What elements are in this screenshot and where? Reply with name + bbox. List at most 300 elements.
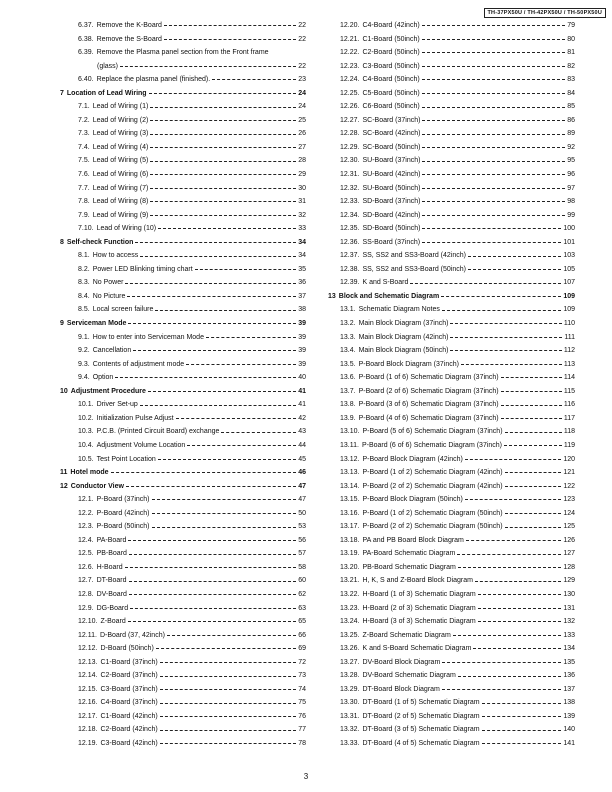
toc-entry[interactable] (328, 209, 575, 223)
toc-dot-leader (127, 296, 296, 297)
toc-entry-page: 33 (298, 225, 306, 233)
toc-dot-leader (422, 120, 565, 121)
toc-dot-leader (422, 93, 566, 94)
toc-dot-leader (135, 242, 296, 243)
toc-entry-page: 32 (298, 211, 306, 219)
toc-dot-leader (422, 215, 565, 216)
toc-entry-title: Self-check Function (66, 238, 134, 246)
toc-entry[interactable] (328, 87, 575, 101)
toc-entry-number: 7.8. (78, 198, 90, 206)
toc-entry-page: 39 (298, 320, 306, 328)
toc-entry[interactable] (328, 629, 575, 643)
toc-entry-title: SS, SS2 and SS3-Board (50inch) (362, 265, 466, 273)
toc-entry-title: P-Board Block Diagram (50inch) (362, 496, 463, 504)
toc-entry-title: P-Board (1 of 2) Schematic Diagram (50inch) (362, 509, 503, 517)
toc-entry[interactable] (328, 507, 575, 521)
toc-entry-page: 84 (567, 89, 575, 97)
toc-entry-page: 118 (563, 428, 575, 436)
toc-entry-title: DT-Board (2 of 5) Schematic Diagram (362, 712, 480, 720)
toc-entry[interactable] (60, 303, 306, 317)
toc-dot-leader (149, 93, 297, 94)
toc-entry-number: 13.4. (340, 347, 356, 355)
toc-dot-leader (158, 228, 296, 229)
toc-entry[interactable] (60, 127, 306, 141)
toc-entry-number: 12.11. (78, 631, 97, 639)
toc-dot-leader (160, 730, 297, 731)
toc-entry[interactable] (328, 480, 575, 494)
toc-entry-title: Main Block Diagram (50inch) (358, 347, 449, 355)
toc-entry-title: Lead of Wiring (10) (96, 225, 157, 233)
toc-entry-number: 7 (60, 89, 64, 97)
toc-dot-leader (504, 445, 562, 446)
toc-entry[interactable] (328, 453, 575, 467)
toc-entry-number: 12.1. (78, 496, 94, 504)
toc-entry[interactable] (60, 222, 306, 236)
toc-dot-leader (160, 716, 297, 717)
toc-entry-title: P-Board (4 of 6) Schematic Diagram (37inch) (358, 414, 499, 422)
toc-dot-leader (457, 554, 561, 555)
toc-entry-page: 41 (298, 401, 306, 409)
toc-entry-number: 13.2. (340, 320, 356, 328)
toc-entry-page: 22 (298, 22, 306, 29)
toc-entry[interactable] (60, 398, 306, 412)
toc-entry-number: 13.30. (340, 699, 360, 707)
toc-dot-leader (160, 703, 297, 704)
toc-entry-title: H-Board (2 of 3) Schematic Diagram (362, 604, 476, 612)
toc-entry[interactable] (60, 425, 306, 439)
toc-entry[interactable] (328, 141, 575, 155)
toc-entry[interactable] (328, 60, 575, 74)
toc-entry-number: 13.24. (340, 618, 360, 626)
toc-entry-number: 8.1. (78, 252, 90, 260)
toc-section-heading[interactable] (60, 87, 306, 101)
toc-entry-title: P-Board (2 of 2) Schematic Diagram (50inch) (362, 523, 503, 531)
toc-entry-number: 13.25. (340, 631, 360, 639)
toc-entry-page: 26 (298, 130, 306, 138)
toc-entry[interactable] (328, 574, 575, 588)
toc-entry-number: 6.38. (78, 35, 94, 43)
toc-entry-page: 73 (298, 672, 306, 680)
toc-entry-title: Lead of Wiring (5) (92, 157, 149, 165)
toc-entry-page: 107 (563, 279, 575, 287)
toc-entry[interactable] (60, 358, 306, 372)
toc-entry[interactable] (328, 371, 575, 385)
toc-entry[interactable] (328, 439, 575, 453)
toc-entry[interactable] (328, 344, 575, 358)
toc-dot-leader (422, 174, 565, 175)
toc-entry-number: 13.18. (340, 536, 360, 544)
toc-entry-title: SU-Board (37inch) (362, 157, 421, 165)
toc-entry[interactable] (60, 168, 306, 182)
toc-entry-title: PB-Board (96, 550, 127, 558)
toc-entry-title: C2-Board (37inch) (100, 672, 158, 680)
toc-entry[interactable] (328, 737, 575, 751)
toc-entry-title: DV-Board (96, 590, 127, 598)
toc-entry[interactable] (328, 276, 575, 290)
toc-dot-leader (176, 418, 297, 419)
toc-dot-leader (450, 350, 561, 351)
toc-entry[interactable] (60, 412, 306, 426)
toc-entry-page: 37 (298, 292, 306, 300)
toc-entry[interactable] (328, 168, 575, 182)
toc-entry-page: 45 (298, 455, 306, 463)
toc-entry-title: C4-Board (37inch) (100, 699, 158, 707)
toc-entry[interactable] (328, 669, 575, 683)
toc-entry-title: No Picture (92, 292, 126, 300)
toc-entry-title: Driver Set-up (96, 401, 138, 409)
toc-entry[interactable] (328, 602, 575, 616)
toc-entry-title: Remove the Plasma panel section from the Front frame (96, 49, 269, 57)
toc-entry[interactable] (328, 46, 575, 60)
toc-entry[interactable] (60, 696, 306, 710)
toc-entry[interactable] (328, 33, 575, 47)
toc-entry-title: Serviceman Mode (66, 320, 127, 328)
toc-entry-title: Cancellation (92, 347, 132, 355)
toc-entry-page: 141 (563, 739, 575, 747)
toc-entry[interactable] (60, 737, 306, 751)
toc-entry[interactable] (328, 114, 575, 128)
toc-dot-leader (140, 405, 296, 406)
toc-dot-leader (150, 215, 296, 216)
toc-entry-number: 12.6. (78, 563, 94, 571)
toc-entry[interactable] (328, 534, 575, 548)
toc-entry[interactable] (60, 439, 306, 453)
toc-entry[interactable] (328, 222, 575, 236)
toc-dot-leader (422, 79, 566, 80)
toc-entry-page: 46 (298, 469, 306, 477)
toc-dot-leader (160, 743, 297, 744)
toc-entry[interactable] (60, 263, 306, 277)
toc-dot-leader (115, 377, 296, 378)
toc-entry[interactable] (328, 520, 575, 534)
toc-dot-leader (422, 147, 565, 148)
toc-entry[interactable] (328, 615, 575, 629)
toc-entry-title: Lead of Wiring (1) (92, 103, 149, 111)
toc-entry-number: 12.22. (340, 49, 360, 57)
toc-entry-title: Lead of Wiring (8) (92, 198, 149, 206)
toc-entry-page: 116 (563, 401, 575, 409)
toc-entry-number: 8 (60, 238, 64, 246)
toc-entry[interactable] (328, 73, 575, 87)
toc-entry-title: P-Board (1 of 6) Schematic Diagram (37inch) (358, 374, 499, 382)
toc-entry-page: 76 (298, 712, 306, 720)
toc-dot-leader (148, 391, 296, 392)
toc-entry-number: 12 (60, 482, 68, 490)
toc-entry[interactable] (60, 73, 306, 87)
toc-entry-number: 13.10. (340, 428, 360, 436)
toc-entry-title: C1-Board (50inch) (362, 35, 420, 43)
toc-entry[interactable] (328, 195, 575, 209)
toc-entry-title: Remove the S-Board (96, 35, 162, 43)
toc-entry-page: 42 (298, 414, 306, 422)
toc-entry-page: 30 (298, 184, 306, 192)
toc-entry-title: SD-Board (50inch) (362, 225, 421, 233)
toc-entry[interactable] (60, 182, 306, 196)
toc-entry[interactable] (328, 547, 575, 561)
toc-entry-number: 8.4. (78, 292, 90, 300)
toc-entry-number: 12.7. (78, 577, 94, 585)
toc-dot-leader (422, 66, 566, 67)
toc-entry-number: 13.22. (340, 590, 360, 598)
toc-dot-leader (212, 79, 296, 80)
toc-entry-number: 13.3. (340, 333, 356, 341)
toc-entry-page: 23 (298, 76, 306, 84)
toc-entry-title: Adjustment Volume Location (96, 441, 186, 449)
toc-dot-leader (505, 472, 562, 473)
toc-entry[interactable] (328, 588, 575, 602)
toc-entry[interactable] (328, 412, 575, 426)
toc-entry-number: 12.18. (78, 726, 98, 734)
toc-entry-page: 22 (298, 35, 306, 43)
toc-entry[interactable] (328, 385, 575, 399)
toc-entry-number: 13.21. (340, 577, 360, 585)
toc-entry[interactable] (328, 710, 575, 724)
toc-entry-page: 47 (298, 496, 306, 504)
toc-entry-title: Replace the plasma panel (finished). (96, 76, 211, 84)
toc-entry-title: SC-Board (50inch) (362, 143, 421, 151)
toc-entry[interactable] (328, 683, 575, 697)
toc-entry[interactable] (328, 317, 575, 331)
toc-entry[interactable] (328, 723, 575, 737)
toc-entry-page: 62 (298, 590, 306, 598)
toc-entry-title: Z-Board Schematic Diagram (362, 631, 451, 639)
toc-entry-page: 43 (298, 428, 306, 436)
toc-entry-number: 8.5. (78, 306, 90, 314)
toc-entry[interactable] (60, 60, 306, 74)
toc-entry-number: 13.13. (340, 469, 360, 477)
toc-entry-number: 12.17. (78, 712, 98, 720)
toc-dot-leader (478, 621, 562, 622)
toc-entry[interactable] (60, 154, 306, 168)
toc-entry-title: H-Board (1 of 3) Schematic Diagram (362, 590, 476, 598)
toc-entry[interactable] (60, 100, 306, 114)
toc-entry[interactable] (60, 669, 306, 683)
toc-entry-number: 12.15. (78, 685, 98, 693)
toc-dot-leader (505, 513, 562, 514)
toc-entry[interactable] (328, 100, 575, 114)
toc-entry[interactable] (328, 466, 575, 480)
toc-entry[interactable] (60, 507, 306, 521)
toc-entry-number: 13.31. (340, 712, 360, 720)
toc-dot-leader (410, 283, 561, 284)
toc-entry-title: DT-Board (96, 577, 127, 585)
toc-entry[interactable] (328, 303, 575, 317)
toc-entry-number: 13.8. (340, 401, 356, 409)
toc-entry-title: Test Point Location (96, 455, 156, 463)
toc-entry[interactable] (60, 629, 306, 643)
toc-entry-page: 115 (563, 387, 575, 395)
toc-entry[interactable] (60, 615, 306, 629)
toc-entry[interactable] (328, 249, 575, 263)
toc-entry-page: 57 (298, 550, 306, 558)
toc-entry[interactable] (60, 141, 306, 155)
toc-section-heading[interactable] (60, 385, 306, 399)
toc-dot-leader (130, 608, 296, 609)
toc-dot-leader (195, 269, 297, 270)
toc-entry[interactable] (60, 19, 306, 33)
toc-entry[interactable] (328, 656, 575, 670)
toc-entry[interactable] (60, 683, 306, 697)
toc-entry-number: 7.9. (78, 211, 90, 219)
toc-entry[interactable] (328, 182, 575, 196)
toc-dot-leader (482, 703, 562, 704)
toc-entry-title: How to enter into Serviceman Mode (92, 333, 204, 341)
toc-entry[interactable] (328, 493, 575, 507)
toc-entry[interactable] (60, 249, 306, 263)
toc-dot-leader (129, 554, 296, 555)
toc-section-heading[interactable] (60, 236, 306, 250)
toc-entry-number: 12.28. (340, 130, 360, 138)
toc-entry[interactable] (60, 209, 306, 223)
toc-entry[interactable] (60, 114, 306, 128)
toc-entry[interactable] (328, 696, 575, 710)
toc-entry[interactable] (60, 723, 306, 737)
toc-entry[interactable] (60, 534, 306, 548)
toc-entry-page: 105 (563, 265, 575, 273)
toc-entry-page: 123 (563, 496, 575, 504)
toc-entry-number: 8.3. (78, 279, 90, 287)
toc-entry-title: SS, SS2 and SS3-Board (42inch) (362, 252, 466, 260)
toc-entry-page: 112 (563, 347, 575, 355)
toc-entry-title: C1-Board (37inch) (100, 658, 158, 666)
toc-entry-number: 12.20. (340, 22, 360, 29)
toc-entry-number: 6.40. (78, 76, 94, 84)
toc-entry-page: 99 (567, 211, 575, 219)
toc-entry-title: Z-Board (100, 618, 126, 626)
toc-entry-number: 12.13. (78, 658, 98, 666)
toc-entry[interactable] (60, 710, 306, 724)
toc-entry-page: 137 (563, 685, 575, 693)
toc-entry-number: 9.2. (78, 347, 90, 355)
toc-entry-page: 72 (298, 658, 306, 666)
toc-entry[interactable] (60, 371, 306, 385)
toc-entry[interactable] (328, 19, 575, 33)
toc-dot-leader (450, 323, 561, 324)
toc-entry[interactable] (60, 195, 306, 209)
toc-entry-title: PA-Board Schematic Diagram (362, 550, 456, 558)
toc-entry[interactable] (60, 290, 306, 304)
toc-entry[interactable] (60, 520, 306, 534)
toc-entry[interactable] (328, 358, 575, 372)
toc-entry[interactable] (60, 493, 306, 507)
toc-entry-page: 60 (298, 577, 306, 585)
toc-entry-page: 83 (567, 76, 575, 84)
toc-entry[interactable] (60, 33, 306, 47)
toc-section-heading[interactable] (328, 290, 575, 304)
toc-entry[interactable] (328, 127, 575, 141)
toc-entry[interactable] (60, 588, 306, 602)
toc-dot-leader (473, 648, 561, 649)
toc-entry-number: 10.2. (78, 414, 94, 422)
toc-entry-page: 56 (298, 536, 306, 544)
toc-dot-leader (128, 323, 296, 324)
toc-entry[interactable] (60, 574, 306, 588)
toc-entry[interactable] (328, 263, 575, 277)
toc-entry-title: PB-Board Schematic Diagram (362, 563, 456, 571)
toc-section-heading[interactable] (60, 466, 306, 480)
toc-dot-leader (475, 581, 561, 582)
toc-entry[interactable] (60, 276, 306, 290)
toc-entry-number: 9.3. (78, 360, 90, 368)
toc-entry-number: 9 (60, 320, 64, 328)
toc-entry[interactable] (60, 46, 306, 60)
toc-entry[interactable] (328, 398, 575, 412)
toc-entry-page: 65 (298, 618, 306, 626)
toc-dot-leader (120, 66, 296, 67)
toc-entry-page: 128 (563, 563, 575, 571)
toc-entry[interactable] (60, 642, 306, 656)
toc-entry-number: 13.5. (340, 360, 356, 368)
toc-entry-page: 113 (563, 360, 575, 368)
toc-entry-page: 117 (563, 414, 575, 422)
toc-entry[interactable] (60, 331, 306, 345)
toc-entry-page: 74 (298, 685, 306, 693)
toc-entry-page: 109 (563, 292, 575, 300)
toc-entry-page: 97 (567, 184, 575, 192)
toc-entry[interactable] (328, 425, 575, 439)
toc-entry[interactable] (328, 331, 575, 345)
toc-section-heading[interactable] (60, 480, 306, 494)
toc-entry-page: 39 (298, 347, 306, 355)
toc-entry-number: 13.7. (340, 387, 356, 395)
toc-entry[interactable] (328, 561, 575, 575)
toc-entry-page: 81 (567, 49, 575, 57)
toc-entry[interactable] (60, 561, 306, 575)
toc-entry-title: P-Board (2 of 6) Schematic Diagram (37inch) (358, 387, 499, 395)
toc-entry-title: Contents of adjustment mode (92, 360, 185, 368)
toc-entry-title: C3-Board (37inch) (100, 685, 158, 693)
toc-entry-number: 11 (60, 469, 68, 477)
toc-dot-leader (150, 174, 296, 175)
toc-entry-page: 63 (298, 604, 306, 612)
toc-entry-number: 10 (60, 387, 68, 395)
toc-entry-number: 12.12. (78, 645, 98, 653)
toc-entry[interactable] (60, 453, 306, 467)
toc-entry-title: H, K, S and Z-Board Block Diagram (362, 577, 473, 585)
toc-entry[interactable] (328, 642, 575, 656)
toc-entry-number: 7.2. (78, 116, 90, 124)
toc-entry-page: 28 (298, 157, 306, 165)
toc-entry[interactable] (328, 154, 575, 168)
toc-entry-page: 133 (563, 631, 575, 639)
toc-entry-title: Local screen failure (92, 306, 154, 314)
toc-entry[interactable] (60, 547, 306, 561)
toc-entry-number: 13.15. (340, 496, 360, 504)
toc-entry[interactable] (60, 344, 306, 358)
toc-entry-number: 7.7. (78, 184, 90, 192)
toc-dot-leader (422, 242, 561, 243)
toc-dot-leader (126, 486, 296, 487)
toc-entry-number: 13.27. (340, 658, 360, 666)
toc-entry-page: 122 (563, 482, 575, 490)
toc-entry-number: 12.39. (340, 279, 360, 287)
toc-entry-title: PA and PB Board Block Diagram (362, 536, 464, 544)
toc-entry-title: Adjustment Procedure (70, 387, 146, 395)
toc-dot-leader (125, 283, 296, 284)
toc-entry-number: 13.6. (340, 374, 356, 382)
toc-entry[interactable] (60, 656, 306, 670)
toc-entry-number: 12.24. (340, 76, 360, 84)
toc-entry-number: 9.4. (78, 374, 90, 382)
toc-entry-title: No Power (92, 279, 124, 287)
toc-entry[interactable] (328, 236, 575, 250)
toc-entry-number: 13.9. (340, 414, 356, 422)
toc-entry-page: 95 (567, 157, 575, 165)
toc-section-heading[interactable] (60, 317, 306, 331)
toc-entry[interactable] (60, 602, 306, 616)
toc-column-right (328, 19, 575, 751)
toc-entry-title: H-Board (96, 563, 123, 571)
